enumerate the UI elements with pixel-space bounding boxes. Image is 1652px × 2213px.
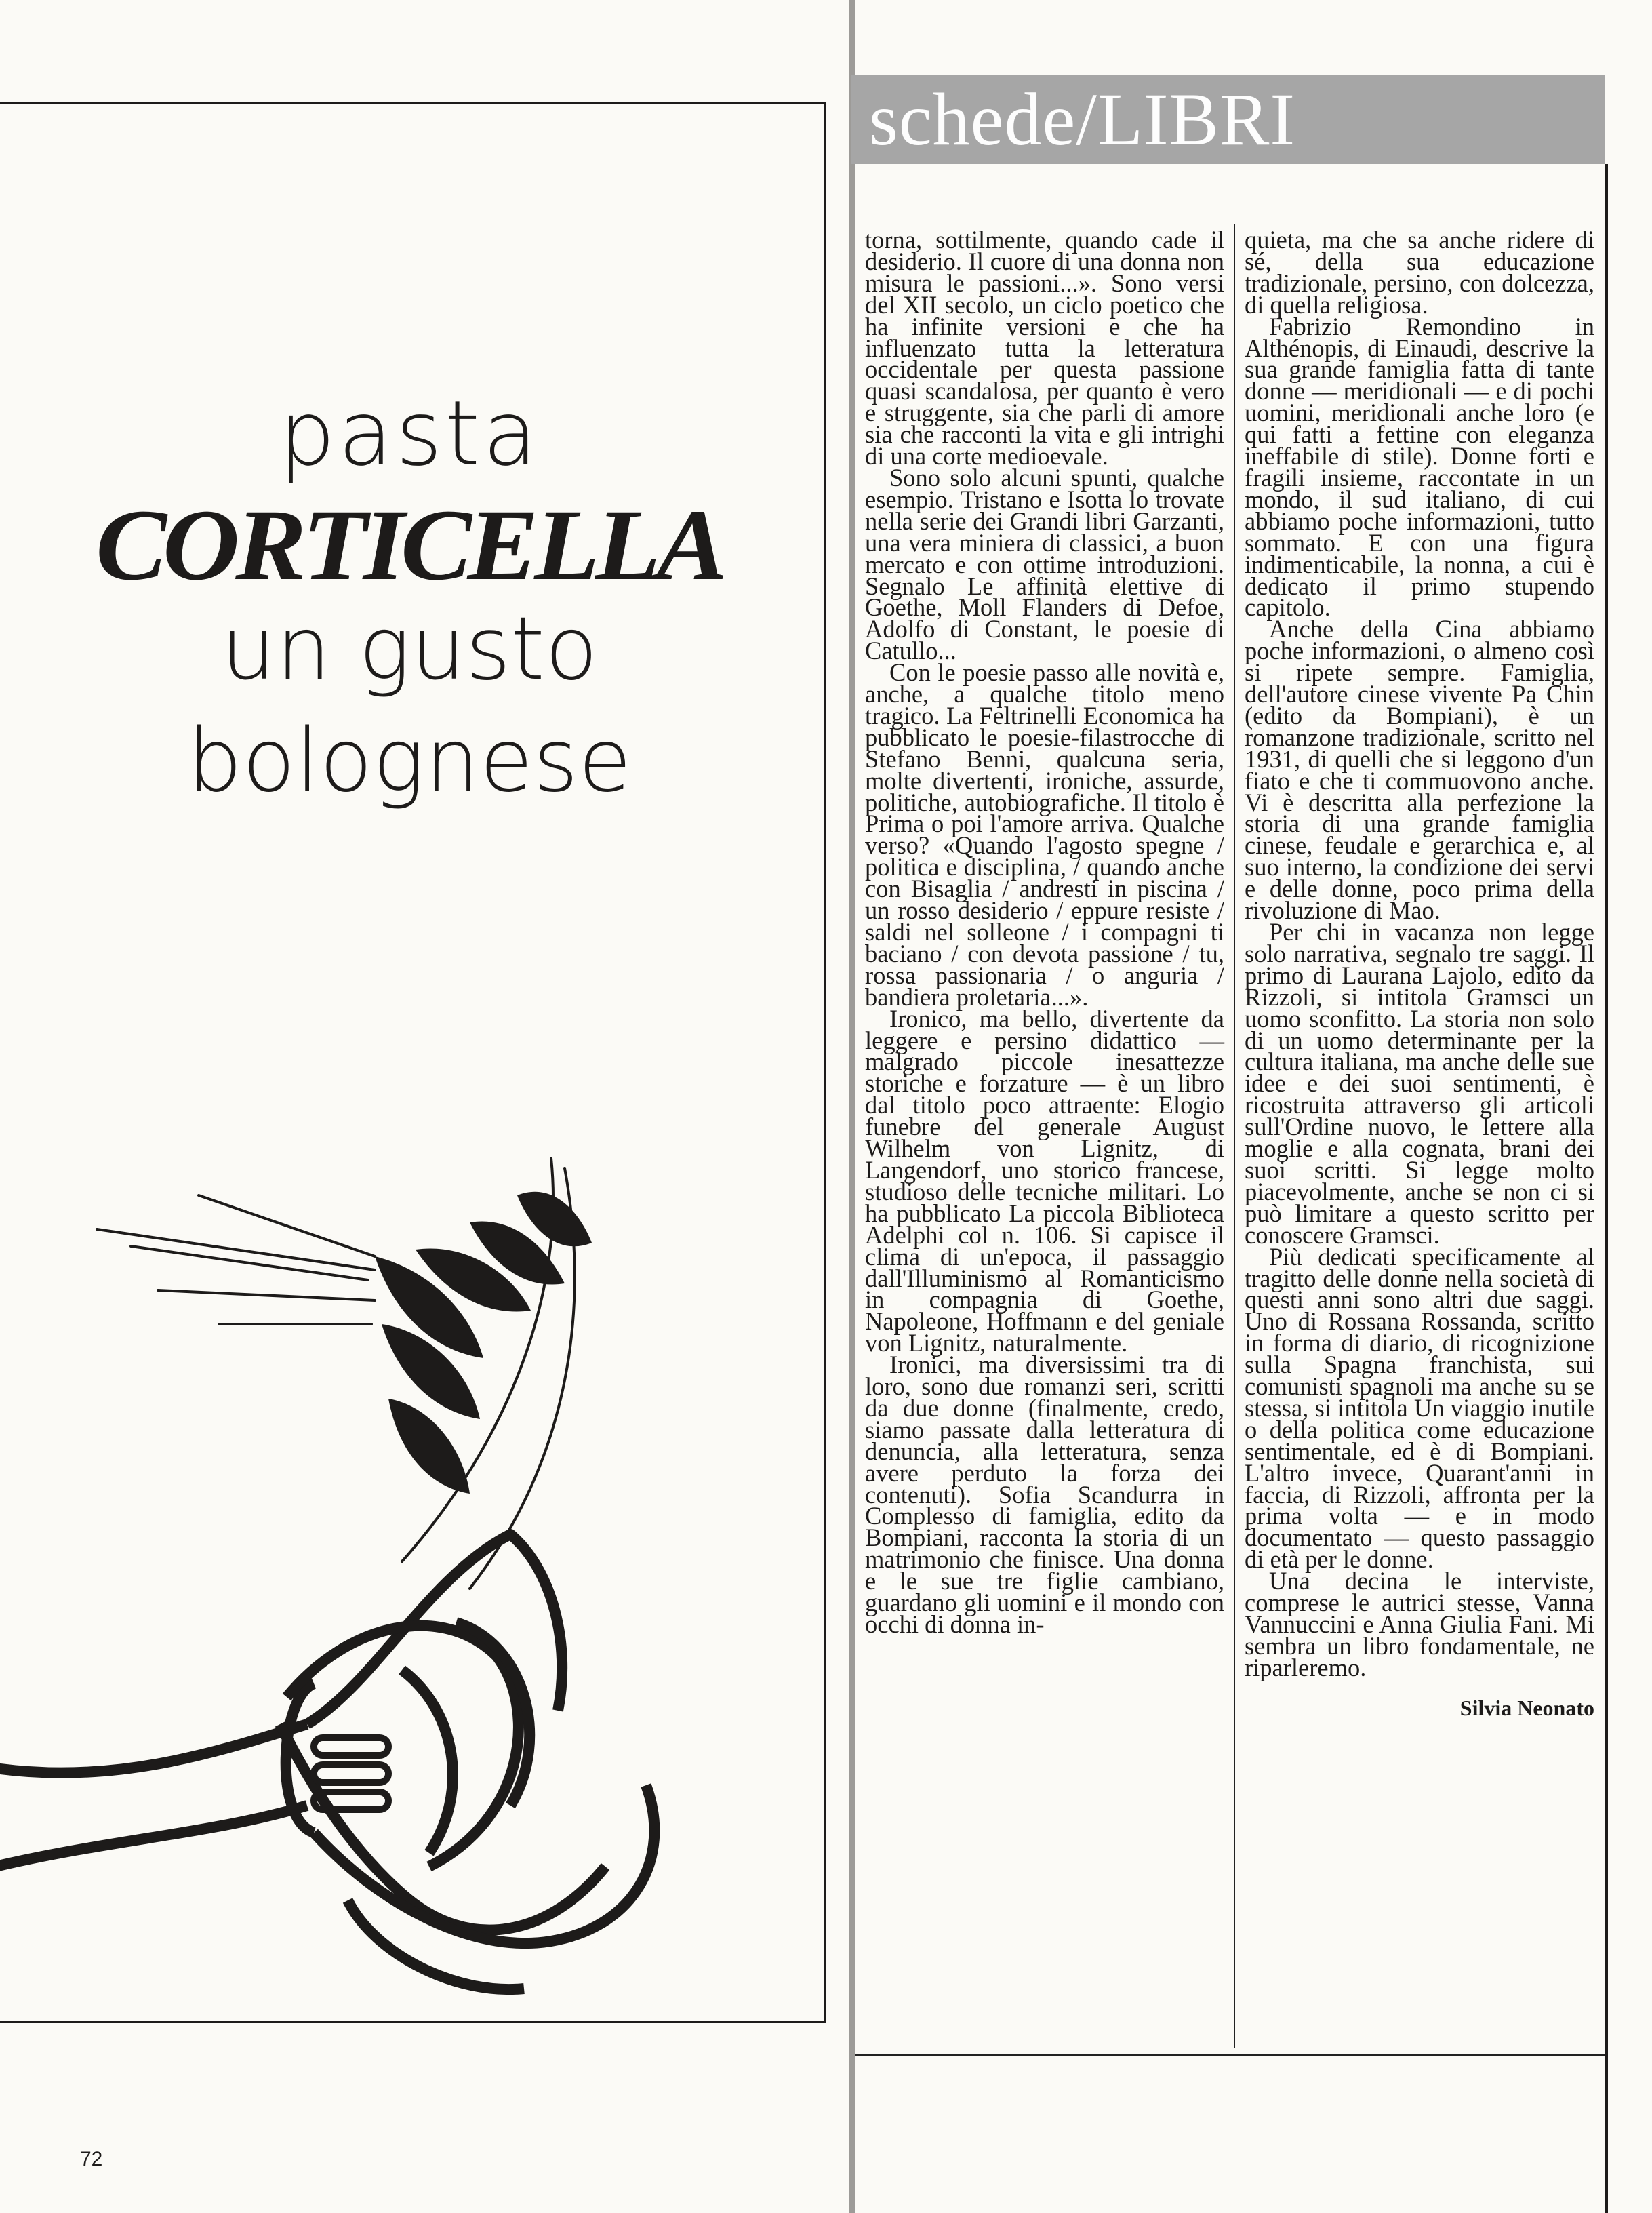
paragraph: torna, sottilmente, quando cade il desiderio. Il cuore di una donna non misura le passioni...». Sono versi del XII secolo, un ciclo poetico che ha infinite versioni e che ha influenzato tutta la letteratura occidentale per questa passione quasi scandalosa, per quanto è vero e struggente, sia che parli di amore sia che racconti la vita e gli intrighi di una corte medioevale. (865, 226, 1224, 471)
paragraph: Con le poesie passo alle novità e, anche, a qualche titolo meno tragico. La Feltrinelli Economica ha pubblicato le poesie-filastrocche di Stefano Benni, qualcuna seria, molte divertenti, ironiche, assurde, politiche, autobiografiche. Il titolo è Prima o poi l'amore arriva. Qualche verso? «Quando l'agosto spegne / politica e disciplina, / quando anche con Bisaglia / andresti in piscina / un rosso desiderio / eppure resiste / saldi nel solleone / i compagni ti baciano / con devota passione / tu, rossa passionaria / o anguria / bandiera proletaria...». (865, 658, 1224, 1011)
ad-line-bolognese: bolognese (187, 711, 632, 812)
paragraph: Sono solo alcuni spunti, qualche esempio. Tristano e Isotta lo trovate nella serie dei Grandi libri Garzanti, una vera miniera di classici, a buon mercato e con ottime introduzioni. Segnalo Le affinità elettive di Goethe, Moll Flanders di Defoe, Adolfo di Constant, le poesie di Catullo... (865, 463, 1224, 665)
wheat-ear-fork-pasta-icon (0, 1155, 828, 2029)
section-header: schede/LIBRI (851, 75, 1605, 164)
bottom-rule (855, 2054, 1605, 2056)
ad-line-gusto: un gusto (220, 599, 599, 700)
paragraph: Ironici, ma diversissimi tra di loro, sono due romanzi seri, scritti da due donne (finalmente, credo, siamo passate dalla letteratura di denuncia, alla letteratura, senza avere perduto la forza dei contenuti). Sofia Scandurra in Complesso di famiglia, edito da Bompiani, racconta la storia di un matrimonio che finisce. Una donna e le sue tre figlie cambiano, guardano gli uomini e il mondo con occhi di donna in- (865, 1351, 1224, 1638)
paragraph: Anche della Cina abbiamo poche informazioni, o almeno così si ripete sempre. Famiglia, dell'autore cinese vivente Pa Chin (edito da Bompiani), è un romanzone tradizionale, scritto nel 1931, di quelli che si leggono d'un fiato e che ti commuovono anche. Vi è descritta alla perfezione la storia di una grande famiglia cinese, feudale e gerarchica e, al suo interno, la condizione dei servi e delle donne, poco prima della rivoluzione di Mao. (1245, 615, 1594, 925)
ad-brand-name: CORTICELLA (96, 489, 723, 601)
paragraph: Fabrizio Remondino in Althénopis, di Einaudi, descrive la sua grande famiglia fatta di tante donne — meridionali — e di pochi uomini, meridionali anche loro (e qui fatti a fettine con eleganza ineffabile di stile). Donne forti e fragili insieme, raccontate in un mondo, il sud italiano, di cui abbiamo poche informazioni, tutto sommato. E con una figura indimenticabile, la nonna, a cui è dedicato il primo stupendo capitolo. (1245, 312, 1594, 622)
page-gutter (849, 0, 855, 2213)
column-frame-right (1605, 164, 1608, 2213)
paragraph: Per chi in vacanza non legge solo narrativa, segnalo tre saggi. Il primo di Laurana Lajolo, edito da Rizzoli, si intitola Gramsci un uomo sconfitto. La storia non solo di un uomo determinante per la cultura italiana, ma anche delle sue idee e dei suoi sentimenti, è ricostruita attraverso gli articoli sull'Ordine nuovo, le lettere alla moglie e alla cognata, brani dei suoi scritti. Si legge molto piacevolmente, anche se non ci si può limitare a questo scritto per conoscere Gramsci. (1245, 918, 1594, 1249)
paragraph: Ironico, ma bello, divertente da leggere e persino didattico — malgrado piccole inesattezze storiche e forzature — è un libro dal titolo poco attraente: Elogio funebre del generale August Wilhelm von Lignitz, di Langendorf, uno storico francese, studioso delle tecniche militari. Lo ha pubblicato La piccola Biblioteca Adelphi col n. 106. Si capisce il clima di un'epoca, il passaggio dall'Illuminismo al Romanticismo in compagnia di Goethe, Napoleone, Hoffmann e del geniale von Lignitz, naturalmente. (865, 1004, 1224, 1357)
article-column-left (865, 226, 1224, 1638)
column-divider (1234, 224, 1235, 2048)
corticella-advertisement (0, 102, 826, 2023)
paragraph: Una decina le interviste, comprese le autrici stesse, Vanna Vannuccini e Anna Giulia Fani. Mi sembra un libro fondamentale, ne riparleremo. (1245, 1567, 1594, 1681)
article-column-right (1245, 226, 1594, 1720)
page-number: 72 (80, 2148, 103, 2170)
paragraph: quieta, ma che sa anche ridere di sé, della sua educazione tradizionale, persino, con dolcezza, di quella religiosa. (1245, 226, 1594, 319)
ad-line-pasta: pasta (278, 382, 541, 486)
paragraph: Più dedicati specificamente al tragitto delle donne nella società di questi anni sono altri due saggi. Uno di Rossana Rossanda, scritto in forma di diario, di ricognizione sulla Spagna franchista, sui comunisti spagnoli ma anche su se stessa, si intitola Un viaggio inutile o della politica come educazione sentimentale, ed è di Bompiani. L'altro invece, Quarant'anni in faccia, di Rizzoli, affronta per la prima volta — e in modo documentato — questo passaggio di età per le donne. (1245, 1242, 1594, 1574)
author-byline: Silvia Neonato (1459, 1695, 1594, 1720)
